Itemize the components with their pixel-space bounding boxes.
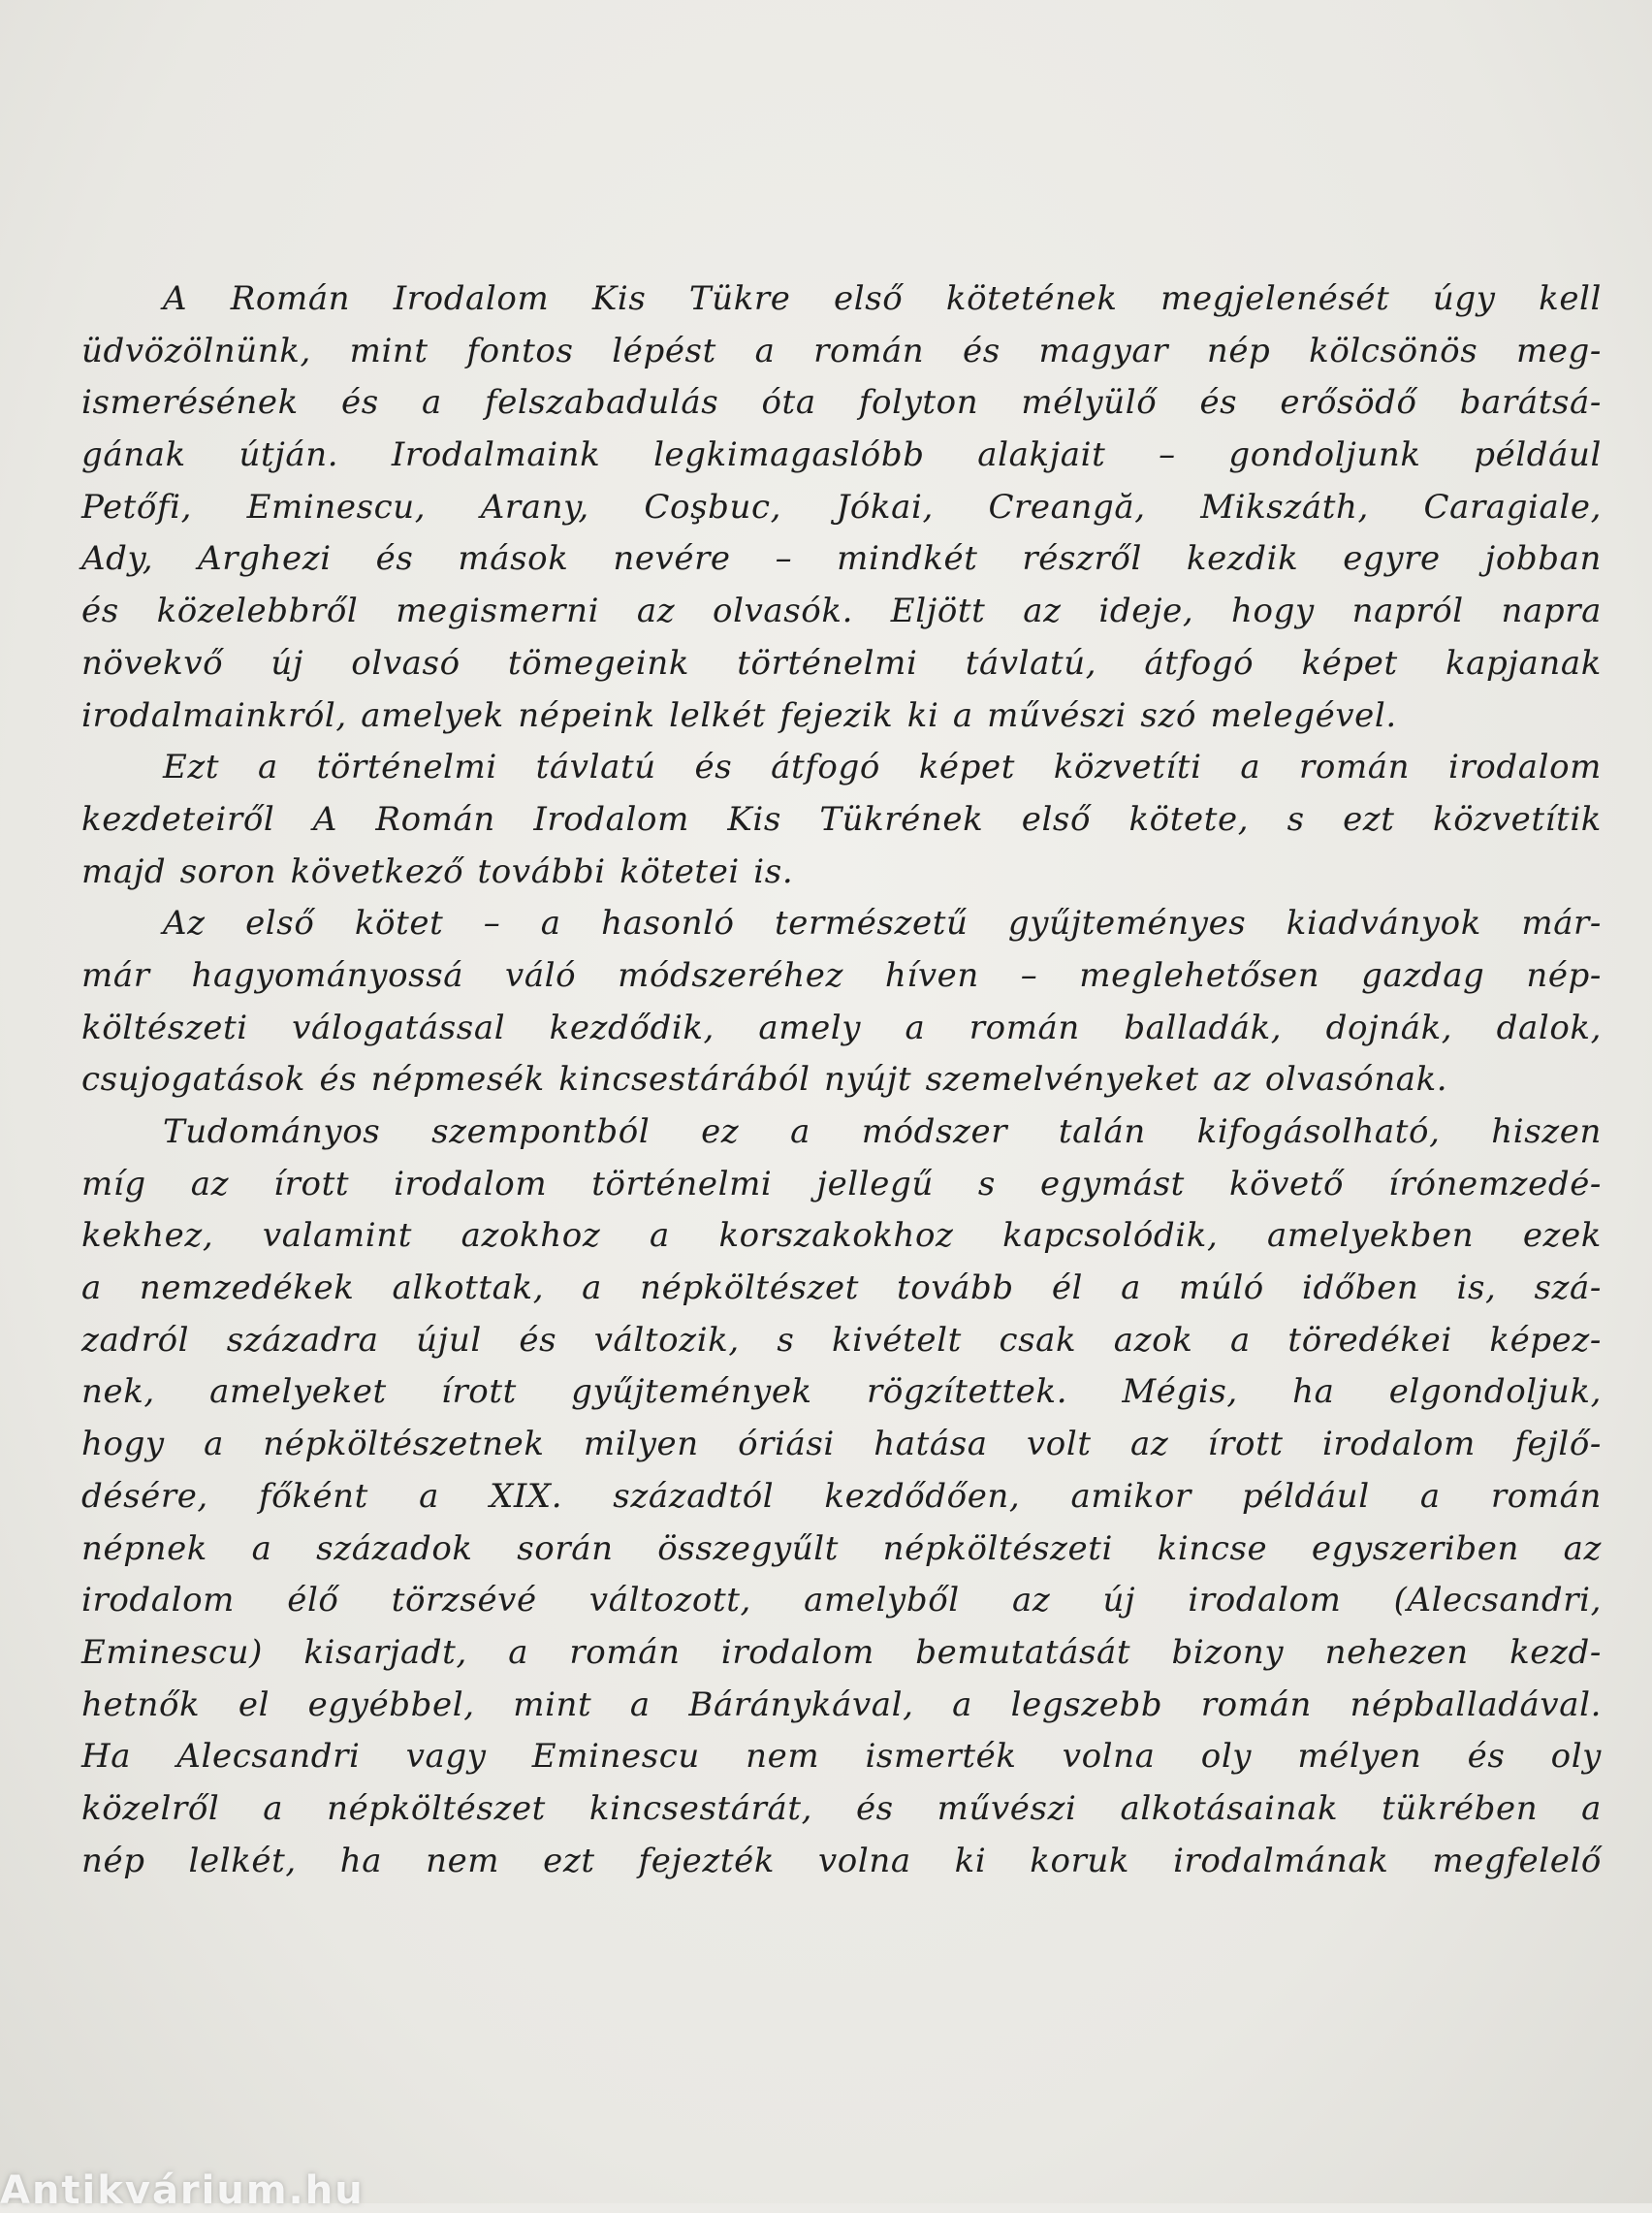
body-text xyxy=(81,273,1602,1887)
text-line: közelről a népköltészet kincsestárát, és művészi alkotásainak tükrében a xyxy=(81,1788,1602,1828)
paragraph xyxy=(81,273,1602,742)
watermark: Antikvárium.hu xyxy=(0,2168,365,2213)
text-line: A Román Irodalom Kis Tükre első kötetének megjelenését úgy kell xyxy=(163,279,1602,318)
text-line: növekvő új olvasó tömegeink történelmi távlatú, átfogó képet kapjanak xyxy=(81,643,1602,683)
text-line: Tudományos szempontból ez a módszer talán kifogásolható, hiszen xyxy=(163,1112,1602,1151)
text-line: ismerésének és a felszabadulás óta folyton mélyülő és erősödő barátsá- xyxy=(81,383,1602,423)
text-line: nép lelkét, ha nem ezt fejezték volna ki koruk irodalmának megfelelő xyxy=(81,1841,1602,1880)
text-line: irodalmainkról, amelyek népeink lelkét fejezik ki a művészi szó melegével. xyxy=(81,695,1397,735)
text-line: kezdeteiről A Román Irodalom Kis Tükrének első kötete, s ezt közvetítik xyxy=(81,799,1602,839)
paragraph xyxy=(81,898,1602,1106)
text-line: kekhez, valamint azokhoz a korszakokhoz kapcsolódik, amelyekben ezek xyxy=(81,1216,1602,1256)
text-line: gának útján. Irodalmaink legkimagaslóbb alakjait – gondoljunk például xyxy=(81,435,1602,475)
text-line: Ady, Arghezi és mások nevére – mindkét részről kezdik egyre jobban xyxy=(81,539,1602,579)
text-line: Ezt a történelmi távlatú és átfogó képet közvetíti a román irodalom xyxy=(163,748,1602,787)
text-line: Ha Alecsandri vagy Eminescu nem ismerték volna oly mélyen és oly xyxy=(81,1737,1602,1777)
text-line: Petőfi, Eminescu, Arany, Coşbuc, Jókai, Creangă, Mikszáth, Caragiale, xyxy=(81,487,1602,527)
text-line: zadról századra újul és változik, s kivételt csak azok a töredékei képez- xyxy=(81,1320,1602,1360)
text-line: üdvözölnünk, mint fontos lépést a román és magyar nép kölcsönös meg- xyxy=(81,331,1602,370)
text-line: a nemzedékek alkottak, a népköltészet tovább él a múló időben is, szá- xyxy=(81,1268,1602,1308)
text-line: költészeti válogatással kezdődik, amely a román balladák, dojnák, dalok, xyxy=(81,1008,1602,1047)
text-line: és közelebbről megismerni az olvasók. Eljött az ideje, hogy napról napra xyxy=(81,592,1602,631)
text-line: Az első kötet – a hasonló természetű gyűjteményes kiadványok már- xyxy=(163,904,1602,944)
text-line: hogy a népköltészetnek milyen óriási hatása volt az írott irodalom fejlő- xyxy=(81,1425,1602,1464)
text-line: csujogatások és népmesék kincsestárából nyújt szemelvényeket az olvasónak. xyxy=(81,1060,1448,1100)
text-line: majd soron következő további kötetei is. xyxy=(81,851,794,891)
text-line: nek, amelyeket írott gyűjtemények rögzítettek. Mégis, ha elgondoljuk, xyxy=(81,1372,1602,1412)
text-line: míg az írott irodalom történelmi jellegű s egymást követő írónemzedé- xyxy=(81,1164,1602,1203)
text-line: népnek a századok során összegyűlt népköltészeti kincse egyszeriben az xyxy=(81,1528,1602,1568)
paragraph xyxy=(81,1106,1602,1887)
text-line: már hagyományossá váló módszeréhez híven – meglehetősen gazdag nép- xyxy=(81,955,1602,995)
text-line: irodalom élő törzsévé változott, amelyből az új irodalom (Alecsandri, xyxy=(81,1581,1602,1620)
text-line: hetnők el egyébbel, mint a Báránykával, a legszebb román népballadával. xyxy=(81,1684,1602,1724)
paragraph xyxy=(81,742,1602,898)
text-line: désére, főként a XIX. századtól kezdődően, amikor például a román xyxy=(81,1476,1602,1516)
text-line: Eminescu) kisarjadt, a román irodalom bemutatását bizony nehezen kezd- xyxy=(81,1632,1602,1672)
